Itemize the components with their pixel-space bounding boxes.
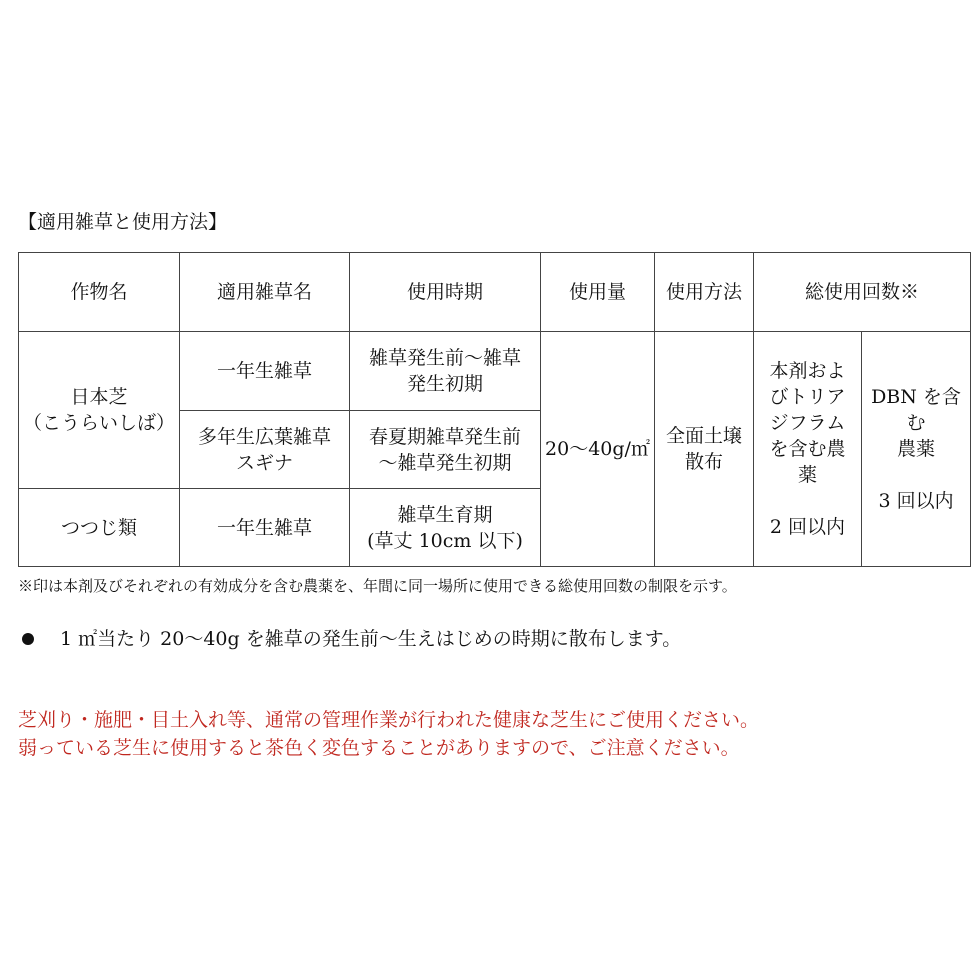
total-uses-dbn-label: DBN を含む 農薬 xyxy=(871,386,961,460)
table-header-row xyxy=(19,253,971,332)
header-amount: 使用量 xyxy=(541,253,655,332)
header-weed: 適用雑草名 xyxy=(180,253,350,332)
footnote: ※印は本剤及びそれぞれの有効成分を含む農薬を、年間に同一場所に使用できる総使用回数の制限を示す。 xyxy=(18,577,737,595)
crop-nihonshiba: 日本芝 （こうらいしば） xyxy=(19,332,180,489)
weed-annual: 一年生雑草 xyxy=(180,332,350,411)
total-uses-product-count: 2 回以内 xyxy=(769,516,846,538)
method-cell: 全面土壌 散布 xyxy=(655,332,754,567)
usage-bullet-text: 1 ㎡当たり 20～40g を雑草の発生前～生えはじめの時期に散布します。 xyxy=(60,628,682,650)
timing-growth-period: 雑草生育期 (草丈 10cm 以下) xyxy=(350,489,541,567)
header-timing: 使用時期 xyxy=(350,253,541,332)
total-uses-product-cell xyxy=(754,332,862,567)
warning-line-1: 芝刈り・施肥・目土入れ等、通常の管理作業が行われた健康な芝生にご使用ください。 xyxy=(18,709,760,731)
header-crop: 作物名 xyxy=(19,253,180,332)
header-total-uses: 総使用回数※ xyxy=(754,253,971,332)
total-uses-dbn-count: 3 回以内 xyxy=(878,490,954,512)
weed-annual-tsutsuji: 一年生雑草 xyxy=(180,489,350,567)
total-uses-dbn-cell xyxy=(862,332,971,567)
total-uses-product-label: 本剤およびトリアジフラムを含む農薬 xyxy=(769,360,846,486)
header-method: 使用方法 xyxy=(655,253,754,332)
timing-pre-emergence: 雑草発生前～雑草 発生初期 xyxy=(350,332,541,411)
usage-bullet xyxy=(18,625,681,653)
section-title: 【適用雑草と使用方法】 xyxy=(18,211,228,233)
amount-cell: 20～40g/㎡ xyxy=(541,332,655,567)
table-row xyxy=(19,332,971,411)
bullet-icon xyxy=(22,633,34,645)
weed-perennial-broadleaf: 多年生広葉雑草 スギナ xyxy=(180,411,350,489)
warning-line-2: 弱っている芝生に使用すると茶色く変色することがありますので、ご注意ください。 xyxy=(18,737,740,759)
application-table xyxy=(18,252,971,567)
timing-spring-summer: 春夏期雑草発生前 ～雑草発生初期 xyxy=(350,411,541,489)
crop-tsutsuji: つつじ類 xyxy=(19,489,180,567)
